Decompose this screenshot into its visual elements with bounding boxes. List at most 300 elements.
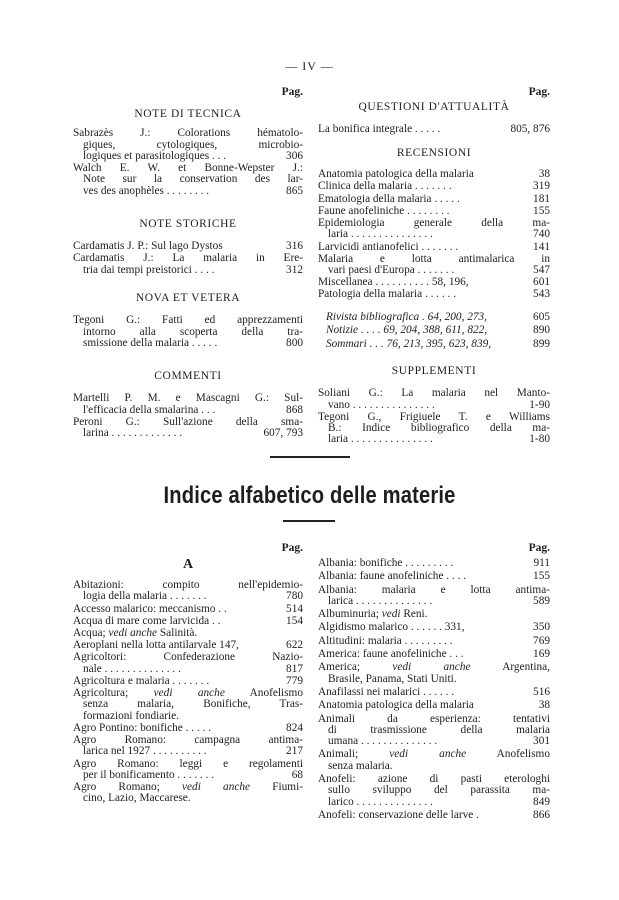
entry-line — [318, 635, 550, 648]
entry-italic-text: vedi anche — [153, 687, 225, 700]
entry-text-segment: smissione della malaria . . . . . — [83, 336, 218, 349]
pag-label-bottom-right: Pag. — [528, 542, 550, 554]
entry-text-segment: Note sur la conservation des lar- — [83, 173, 303, 186]
entry-line — [318, 193, 550, 205]
page-number: 68 — [291, 768, 303, 781]
entry-text-segment: Albania: faune anofeliniche . . . . — [318, 570, 467, 583]
entry-text — [318, 205, 529, 217]
index-entry — [73, 734, 303, 758]
index-entry — [73, 627, 303, 639]
entry-line — [73, 698, 303, 709]
index-entry — [73, 675, 303, 687]
entry-line — [318, 311, 550, 324]
index-entry — [318, 411, 550, 446]
index-entry — [318, 180, 550, 192]
entry-line — [73, 150, 303, 162]
entry-text — [73, 639, 282, 651]
section-heading: RECENSIONI — [396, 147, 472, 159]
entry-text-segment: larico . . . . . . . . . . . . . . — [328, 795, 433, 808]
entry-line — [318, 661, 550, 672]
entry-italic-text: . . . 76, 213, 395, 623, 839, — [366, 337, 492, 350]
entry-text-segment: Malaria e lotta antimalarica in — [318, 252, 550, 265]
entry-text-segment: cino, Lazio, Maccarese. — [83, 792, 191, 805]
entry-line — [73, 392, 303, 403]
entry-line — [318, 796, 550, 809]
entry-text — [83, 150, 282, 162]
entry-text-segment: Miscellanea . . . . . . . . . . 58, 196, — [318, 276, 469, 289]
section-heading: SUPPLEMENTI — [391, 365, 477, 377]
entry-text-segment: Clinica della malaria . . . . . . . — [318, 180, 452, 193]
index-title: Indice alfabetico delle materie — [163, 482, 456, 509]
index-entry — [318, 324, 550, 337]
page-number: 849 — [533, 795, 550, 808]
entry-text — [318, 288, 529, 300]
entry-text-segment: umana . . . . . . . . . . . . . . — [328, 735, 438, 748]
index-entry — [318, 557, 550, 570]
entry-text-segment: Fiumi- — [250, 781, 303, 794]
entry-text — [318, 686, 529, 699]
page-number: 38 — [538, 699, 550, 712]
page-number: 622 — [286, 639, 303, 652]
entry-text-segment: Aeroplani nella lotta antilarvale 147, — [73, 639, 239, 652]
index-entry — [318, 686, 550, 699]
entry-text — [83, 427, 259, 439]
section-heading: COMMENTI — [154, 370, 222, 382]
entry-text-segment: Anofeli: azione di pasti eterologhi — [318, 773, 550, 786]
entry-text — [318, 123, 506, 135]
section-note-di-tecnica — [73, 108, 303, 197]
page-number: 868 — [286, 403, 303, 416]
index-entry — [73, 252, 303, 276]
section-commenti — [73, 370, 303, 439]
entry-line — [318, 205, 550, 217]
entry-line — [318, 809, 550, 822]
entry-italic-text: vedi anche — [389, 748, 467, 761]
index-entry — [318, 809, 550, 822]
entry-text-segment: l'efficacia della smalarina . . . — [83, 403, 216, 416]
divider-rule — [270, 456, 350, 458]
entry-text-segment: Sabrazès J.: Colorations hématolo- — [73, 127, 303, 140]
index-entry — [318, 123, 550, 135]
index-entry — [318, 288, 550, 300]
entry-text — [83, 337, 282, 349]
entry-text — [318, 635, 529, 648]
entry-text-segment: Anatomia patologica della malaria — [318, 168, 474, 181]
entry-text-segment: America; — [318, 661, 393, 674]
entry-text-segment: Anafilassi nei malarici . . . . . . — [318, 685, 455, 698]
index-entry — [318, 205, 550, 217]
page-folio: — IV — — [285, 59, 334, 73]
entry-line — [318, 433, 550, 445]
entry-italic-text: vedi anche — [182, 781, 251, 794]
entry-line — [73, 314, 303, 325]
entry-text — [328, 595, 529, 608]
entry-text-segment: logia della malaria . . . . . . . — [83, 590, 207, 603]
entry-italic-text: vedi anche — [108, 626, 158, 639]
entry-line — [318, 338, 550, 351]
entry-line — [73, 792, 303, 804]
index-entry — [318, 773, 550, 809]
entry-line — [318, 264, 550, 276]
page-number: 740 — [533, 228, 550, 241]
entry-line — [73, 127, 303, 138]
entry-italic-text: vedi anche — [392, 661, 471, 674]
entry-text-segment: senza malaria. — [328, 759, 393, 772]
entry-text — [326, 311, 529, 324]
section-recensioni — [318, 147, 550, 301]
section-nova-et-vetera — [73, 292, 303, 349]
entry-line — [73, 240, 303, 252]
page-number: 154 — [286, 614, 303, 627]
entry-italic-text: . . . . 69, 204, 388, 611, 822, — [358, 324, 488, 337]
entry-line — [318, 595, 550, 608]
title-underline — [283, 520, 335, 522]
entry-line — [73, 687, 303, 698]
page-number: 514 — [286, 602, 303, 615]
entry-text — [326, 338, 529, 351]
entry-line — [318, 699, 550, 712]
page-number: 890 — [533, 324, 550, 337]
index-entry — [318, 661, 550, 686]
index-entry — [73, 416, 303, 440]
page-number: 38 — [538, 168, 550, 181]
index-entry — [318, 699, 550, 712]
entry-text-segment: senza malaria, Bonifiche, Tras- — [83, 698, 303, 711]
entry-text-segment: ves des anophèles . . . . . . . . — [83, 184, 210, 197]
entry-text — [318, 699, 535, 712]
entry-text-segment: Walch E. W. et Bonne-Wepster J.: — [73, 162, 303, 174]
page-number: 301 — [533, 735, 550, 748]
entry-text — [73, 615, 282, 627]
entry-text-segment: Agro Pontino: bonifiche . . . . . — [73, 721, 212, 734]
page-number: 516 — [533, 685, 550, 698]
entry-line — [73, 404, 303, 416]
index-entry — [318, 608, 550, 621]
entry-line — [318, 168, 550, 180]
index-entry — [318, 713, 550, 749]
index-entry — [318, 621, 550, 634]
index-entry — [73, 579, 303, 603]
index-entry — [318, 276, 550, 288]
index-entry — [318, 648, 550, 661]
page-number: 350 — [533, 621, 550, 634]
entry-text-segment: tria dai tempi preistorici . . . . — [83, 263, 215, 276]
entry-line — [73, 579, 303, 590]
entry-text — [318, 809, 529, 822]
page-number: 306 — [286, 149, 303, 162]
entry-line — [73, 427, 303, 439]
entry-text-segment: Agricoltori: Confederazione Nazio- — [73, 651, 303, 664]
entry-text-segment: Larvicidi antianofelici . . . . . . . — [318, 240, 459, 253]
entry-text — [83, 264, 282, 276]
entry-text-segment: vari paesi d'Europa . . . . . . . — [328, 264, 455, 277]
index-entry — [73, 651, 303, 675]
page-number: 141 — [533, 240, 550, 253]
index-letter-heading: A — [182, 557, 194, 572]
index-entry — [318, 584, 550, 609]
entry-text-segment: Albuminuria; — [318, 608, 382, 621]
entry-text-segment: Albania: malaria e lotta antima- — [318, 583, 550, 596]
index-entry — [73, 392, 303, 416]
page-number: 543 — [533, 288, 550, 301]
page-number: 607, 793 — [263, 427, 303, 439]
entry-text — [318, 648, 529, 661]
entry-text-segment: Altitudini: malaria . . . . . . . . . — [318, 634, 453, 647]
entry-text-segment: Abitazioni: compito nell'epidemio- — [73, 579, 303, 591]
index-entry — [73, 127, 303, 162]
entry-text-segment: Argentina, — [470, 661, 550, 674]
entry-text-segment: laria . . . . . . . . . . . . . . . — [328, 228, 433, 241]
entry-line — [73, 627, 303, 639]
page-number: 605 — [533, 311, 550, 323]
entry-text — [73, 603, 282, 615]
entry-text-segment: Agro Romano: leggi e regolamenti — [73, 757, 303, 770]
page-number: 155 — [533, 570, 550, 583]
entry-text-segment: La bonifica integrale . . . . . — [318, 123, 441, 136]
page-number: 169 — [533, 648, 550, 661]
entry-text-segment: Epidemiologia generale della ma- — [318, 217, 550, 230]
entry-text — [73, 675, 282, 687]
entry-italic-text: . 64, 200, 273, — [419, 311, 487, 323]
entry-text-segment: Anofelismo — [466, 748, 550, 761]
section-heading: QUESTIONI D'ATTUALITÀ — [358, 101, 510, 113]
entry-line — [318, 387, 550, 398]
entry-text — [73, 722, 282, 734]
page-number: 817 — [286, 662, 303, 675]
entry-line — [73, 615, 303, 627]
entry-text-segment: laria . . . . . . . . . . . . . . . — [328, 433, 433, 446]
section-questioni-attualita — [318, 101, 550, 135]
index-entry — [73, 781, 303, 805]
index-entry — [318, 635, 550, 648]
entry-text-segment: Agricoltura e malaria . . . . . . . — [73, 674, 210, 687]
entry-text — [328, 399, 525, 411]
index-entry — [318, 193, 550, 205]
entry-text-segment: giques, cytologiques, microbio- — [83, 138, 303, 151]
entry-line — [73, 337, 303, 349]
index-entry — [318, 748, 550, 773]
entry-line — [318, 324, 550, 337]
pag-label-bottom-left: Pag. — [281, 542, 303, 554]
entry-line — [318, 399, 550, 411]
index-entry — [318, 311, 550, 324]
entry-text-segment: Anofelismo — [224, 687, 303, 700]
entry-text-segment: Albania: bonifiche . . . . . . . . . — [318, 557, 454, 569]
entry-text — [73, 240, 282, 252]
page-number: 601 — [533, 276, 550, 289]
entry-text — [83, 185, 282, 197]
entry-text-segment: Agro Romano: campagna antima- — [73, 734, 303, 747]
entry-text-segment: formazioni fondiarie. — [83, 709, 179, 722]
entry-text — [83, 769, 288, 781]
entry-line — [318, 608, 550, 621]
entry-line — [73, 781, 303, 792]
page-number: 1-80 — [529, 433, 550, 446]
entry-text-segment: Algidismo malarico . . . . . . 331, — [318, 621, 465, 634]
section-heading: NOTE DI TECNICA — [134, 108, 242, 120]
section-note-storiche — [73, 218, 303, 276]
entry-text-segment: Martelli P. M. e Mascagni G.: Sul- — [73, 392, 303, 405]
entry-line — [318, 288, 550, 300]
entry-text-segment: Agricoltura; — [73, 687, 154, 700]
entry-text — [328, 228, 529, 240]
entry-text — [328, 735, 529, 748]
entry-text-segment: Accesso malarico: meccanismo . . — [73, 602, 227, 615]
entry-line — [318, 241, 550, 253]
entry-line — [318, 253, 550, 264]
entry-line — [73, 416, 303, 427]
entry-text — [326, 324, 529, 337]
entry-text-segment: Anatomia patologica della malaria — [318, 699, 474, 712]
pag-label-top-left: Pag. — [281, 86, 303, 98]
entry-line — [318, 411, 550, 422]
entry-line — [318, 422, 550, 433]
entry-line — [73, 745, 303, 757]
page-number: 155 — [533, 204, 550, 217]
page-number: 800 — [286, 336, 303, 349]
entry-line — [73, 710, 303, 722]
page-number: 312 — [286, 263, 303, 276]
entry-line — [73, 139, 303, 150]
entry-text-segment: per il bonificamento . . . . . . . — [83, 768, 215, 781]
entry-line — [318, 784, 550, 795]
entry-line — [318, 724, 550, 735]
entry-line — [318, 686, 550, 699]
entry-text — [83, 745, 282, 757]
index-entry — [73, 162, 303, 197]
entry-line — [73, 590, 303, 602]
entry-italic-text: vedi — [381, 608, 401, 621]
entry-text-segment: Faune anofeliniche . . . . . . . . — [318, 204, 450, 217]
entry-text — [318, 241, 529, 253]
entry-line — [73, 663, 303, 675]
section-heading: NOVA ET VETERA — [135, 292, 241, 304]
page-number: 319 — [533, 180, 550, 193]
entry-line — [73, 603, 303, 615]
entry-line — [318, 621, 550, 634]
entry-text-segment: Acqua di mare come larvicida . . — [73, 614, 221, 627]
page-number: 181 — [533, 192, 550, 205]
entry-line — [318, 760, 550, 773]
entry-text-segment: Peroni G.: Sull'azione della sma- — [73, 415, 303, 428]
entry-text-segment: Soliani G.: La malaria nel Manto- — [318, 387, 550, 400]
section-rubriche — [318, 311, 550, 351]
page-number: 865 — [286, 184, 303, 197]
page-number: 824 — [286, 721, 303, 734]
entry-text — [318, 168, 535, 180]
entry-text-segment: Brasile, Panama, Stati Uniti. — [328, 672, 457, 685]
entry-text-segment: Salinità. — [157, 626, 198, 639]
entry-text-segment: Animali; — [318, 748, 390, 761]
entry-text-segment: Agro Romano; — [73, 781, 183, 794]
entry-text-segment: Patologia della malaria . . . . . . — [318, 288, 457, 301]
entry-text — [328, 433, 525, 445]
entry-text — [328, 796, 529, 809]
entry-line — [73, 326, 303, 337]
entry-line — [318, 276, 550, 288]
page-number: 805, 876 — [510, 123, 550, 136]
pag-label-top-right: Pag. — [528, 86, 550, 98]
entry-text-segment: Animali da esperienza: tentativi — [318, 712, 550, 725]
entry-line — [73, 162, 303, 173]
entry-line — [318, 557, 550, 570]
entry-text-segment: Notizie — [326, 324, 359, 337]
index-entry — [73, 603, 303, 615]
entry-text — [318, 276, 529, 288]
entry-text-segment: Cardamatis J. P.: Sul lago Dystos — [73, 240, 223, 253]
entry-text-segment: larica . . . . . . . . . . . . . . — [328, 594, 433, 607]
entry-line — [318, 673, 550, 686]
entry-text-segment: logiques et parasitologiques . . . — [83, 149, 227, 162]
entry-text-segment: Tegoni G.: Fatti ed apprezzamenti — [73, 314, 303, 327]
entry-text-segment: Anofeli: conservazione delle larve . — [318, 808, 479, 821]
entry-line — [73, 252, 303, 263]
index-entry — [73, 615, 303, 627]
entry-line — [73, 651, 303, 662]
page-number: 779 — [286, 674, 303, 687]
index-entry — [73, 722, 303, 734]
entry-text-segment: Acqua; — [73, 626, 109, 639]
entry-line — [318, 180, 550, 192]
index-entry — [318, 168, 550, 180]
index-entry — [318, 217, 550, 241]
page-number: 1-90 — [529, 398, 550, 411]
entry-line — [318, 748, 550, 759]
entry-line — [318, 123, 550, 135]
entry-text-segment: Rivista bibliografica — [326, 311, 420, 323]
entry-text — [318, 180, 529, 192]
page-number: 780 — [286, 590, 303, 603]
entry-text-segment: Ematologia della malaria . . . . . — [318, 192, 460, 205]
entry-text-segment: Reni. — [400, 608, 428, 621]
page-number: 589 — [533, 594, 550, 607]
entry-text-segment: nale . . . . . . . . . . . . . . — [83, 662, 181, 675]
page-number: 911 — [533, 557, 550, 569]
entry-text — [328, 264, 529, 276]
entry-text-segment: larica nel 1927 . . . . . . . . . . — [83, 745, 207, 758]
entry-line — [73, 173, 303, 184]
entry-text-segment: B.: Indice bibliografico della ma- — [328, 422, 550, 434]
entry-text-segment: America: faune anofeliniche . . . — [318, 648, 464, 661]
entry-text-segment: Tegoni G., Frigiuele T. e Williams — [318, 410, 550, 423]
index-entries-right — [318, 557, 550, 822]
page-number: 866 — [533, 808, 550, 821]
entry-line — [318, 713, 550, 724]
entry-line — [318, 773, 550, 784]
index-entry — [318, 338, 550, 351]
entry-text — [318, 193, 529, 205]
entry-text — [83, 404, 282, 416]
page-number: 547 — [533, 264, 550, 277]
entry-text-segment: intorno alla scoperta della tra- — [83, 325, 303, 338]
entry-text-segment: di trasmissione della malaria — [328, 723, 550, 736]
section-supplementi — [318, 365, 550, 446]
entry-line — [318, 735, 550, 748]
index-entry — [73, 639, 303, 651]
entry-text — [83, 590, 282, 602]
page-number: 316 — [286, 240, 303, 253]
entry-line — [318, 217, 550, 228]
entry-line — [318, 570, 550, 583]
index-entry — [73, 240, 303, 252]
entry-line — [73, 758, 303, 769]
page-number: 769 — [533, 634, 550, 647]
entry-text — [318, 570, 529, 583]
entry-line — [318, 228, 550, 240]
entry-text — [318, 621, 529, 634]
index-entries-left — [73, 579, 303, 805]
section-heading: NOTE STORICHE — [139, 218, 237, 230]
